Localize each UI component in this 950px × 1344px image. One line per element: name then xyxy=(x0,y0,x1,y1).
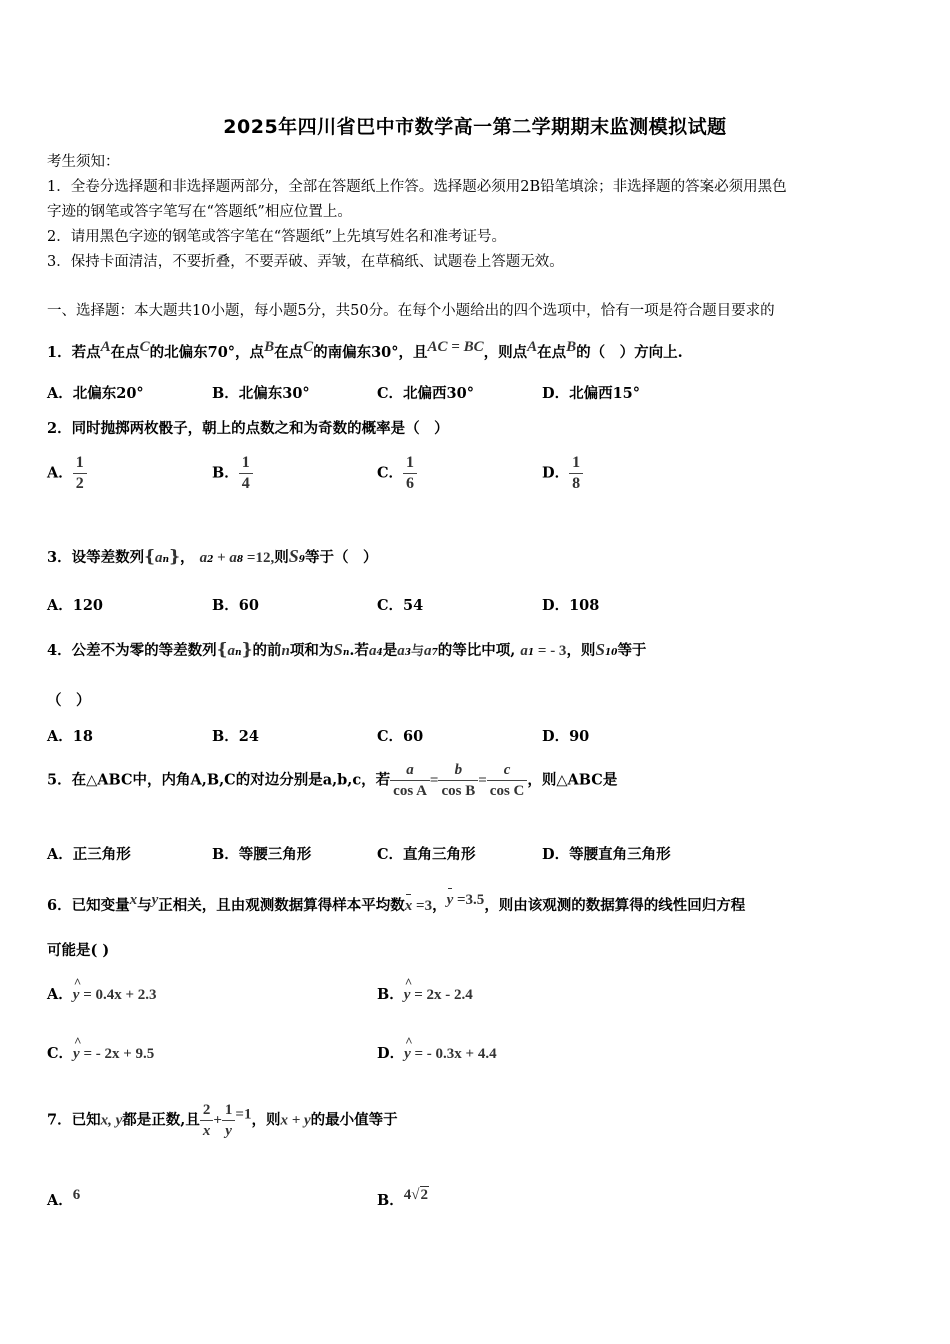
notice-item-1a: 1．全卷分选择题和非选择题两部分，全部在答题纸上作答。选择题必须用2B铅笔填涂；非选择题的答案必须用黑色 xyxy=(47,179,787,195)
q5-option-b[interactable]: B．等腰三角形 xyxy=(212,846,312,863)
question-6-stem-cont: 可能是( ) xyxy=(47,942,110,959)
q3-option-d[interactable]: D．108 xyxy=(542,597,600,614)
fraction: $\frac{1}{4}$ xyxy=(239,453,253,494)
q4-answer-paren: （ ） xyxy=(47,692,91,709)
page-title: 2025年四川省巴中市数学高一第二学期期末监测模拟试题 xyxy=(223,116,727,138)
question-4-stem: 4．公差不为零的等差数列{an}的前n项和为Sn.若a4是a3与a7的等比中项, a1 = - 3，则S10等于 xyxy=(47,640,647,660)
notice-item-2: 2．请用黑色字迹的钢笔或答字笔在“答题纸”上先填写姓名和准考证号。 xyxy=(47,229,507,245)
q7-option-b[interactable]: B．$^{4√2}$ xyxy=(377,1187,428,1209)
q2-option-c[interactable]: C． $\frac{1}{6}$ xyxy=(377,453,417,494)
fraction: $\frac{b}{\text{cos B}}$ xyxy=(438,760,478,801)
question-7-stem: 7．已知x, y都是正数,且 $\frac{2}{x}$ + $\frac{1}{y}$ $^{=1}$，则x + y的最小值等于 xyxy=(47,1102,398,1139)
q3-option-a[interactable]: A．120 xyxy=(47,597,104,614)
q6-option-b[interactable]: B．^ y = 2x - 2.4 xyxy=(377,985,473,1005)
fraction: $\frac{1}{8}$ xyxy=(569,453,583,494)
q7-option-a[interactable]: A．$^6$ xyxy=(47,1187,81,1209)
q6-option-c[interactable]: C．^ y = - 2x + 9.5 xyxy=(47,1044,154,1064)
q3-option-b[interactable]: B．60 xyxy=(212,597,259,614)
fraction: $\frac{c}{\text{cos C}}$ xyxy=(487,760,528,801)
q3-option-c[interactable]: C．54 xyxy=(377,597,424,614)
fraction: $\frac{1}{2}$ xyxy=(73,453,87,494)
question-6-stem: 6．已知变量$^x$与$^y$正相关，且由观测数据算得样本平均数x =3，$^{y =3.5}$，则由该观测的数据算得的线性回归方程 xyxy=(47,892,746,914)
q6-option-a[interactable]: A．^ y = 0.4x + 2.3 xyxy=(47,985,157,1005)
fraction: $\frac{1}{6}$ xyxy=(403,453,417,494)
q4-option-d[interactable]: D．90 xyxy=(542,728,590,745)
q5-option-d[interactable]: D．等腰直角三角形 xyxy=(542,846,671,863)
q5-option-a[interactable]: A．正三角形 xyxy=(47,846,131,863)
q2-option-a[interactable]: A． $\frac{1}{2}$ xyxy=(47,453,87,494)
question-5-stem: 5．在△ABC中，内角A,B,C的对边分别是a,b,c，若 $\frac{a}{\text{cos A}}$ = $\frac{b}{\text{cos B}}$ = $\frac{c}{\text{cos C}}$ ，则△ABC是 xyxy=(47,762,618,799)
fraction: $\frac{2}{x}$ xyxy=(200,1100,214,1141)
q1-option-d[interactable]: D．北偏西15° xyxy=(542,385,641,402)
notice-item-3: 3．保持卡面清洁，不要折叠，不要弄破、弄皱，在草稿纸、试题卷上答题无效。 xyxy=(47,254,564,270)
q2-option-b[interactable]: B． $\frac{1}{4}$ xyxy=(212,453,253,494)
q1-option-c[interactable]: C．北偏西30° xyxy=(377,385,474,402)
notice-heading: 考生须知： xyxy=(47,154,120,170)
question-2-stem: 2．同时抛掷两枚骰子，朝上的点数之和为奇数的概率是（ ） xyxy=(47,420,449,437)
section-heading: 一、选择题：本大题共10小题，每小题5分，共50分。在每个小题给出的四个选项中，恰有一项是符合题目要求的 xyxy=(47,303,775,319)
q6-option-d[interactable]: D．^ y = - 0.3x + 4.4 xyxy=(377,1044,497,1064)
q2-option-d[interactable]: D． $\frac{1}{8}$ xyxy=(542,453,583,494)
question-1-stem: 1．若点$^A$在点$^C$的北偏东70°，点$^B$在点$^C$的南偏东30°，且$^{AC = BC}$，则点$^A$在点$^B$的（ ）方向上. xyxy=(47,339,683,361)
q1-option-b[interactable]: B．北偏东30° xyxy=(212,385,310,402)
notice-item-1b: 字迹的钢笔或答字笔写在“答题纸”相应位置上。 xyxy=(47,204,352,220)
question-3-stem: 3．设等差数列{an}， a2 + a8 =12,则S9等于（ ） xyxy=(47,546,378,567)
q5-option-c[interactable]: C．直角三角形 xyxy=(377,846,476,863)
fraction: $\frac{1}{y}$ xyxy=(222,1100,236,1141)
fraction: $\frac{a}{\text{cos A}}$ xyxy=(390,760,430,801)
q1-option-a[interactable]: A．北偏东20° xyxy=(47,385,144,402)
q4-option-b[interactable]: B．24 xyxy=(212,728,259,745)
q4-option-a[interactable]: A．18 xyxy=(47,728,93,745)
q4-option-c[interactable]: C．60 xyxy=(377,728,424,745)
